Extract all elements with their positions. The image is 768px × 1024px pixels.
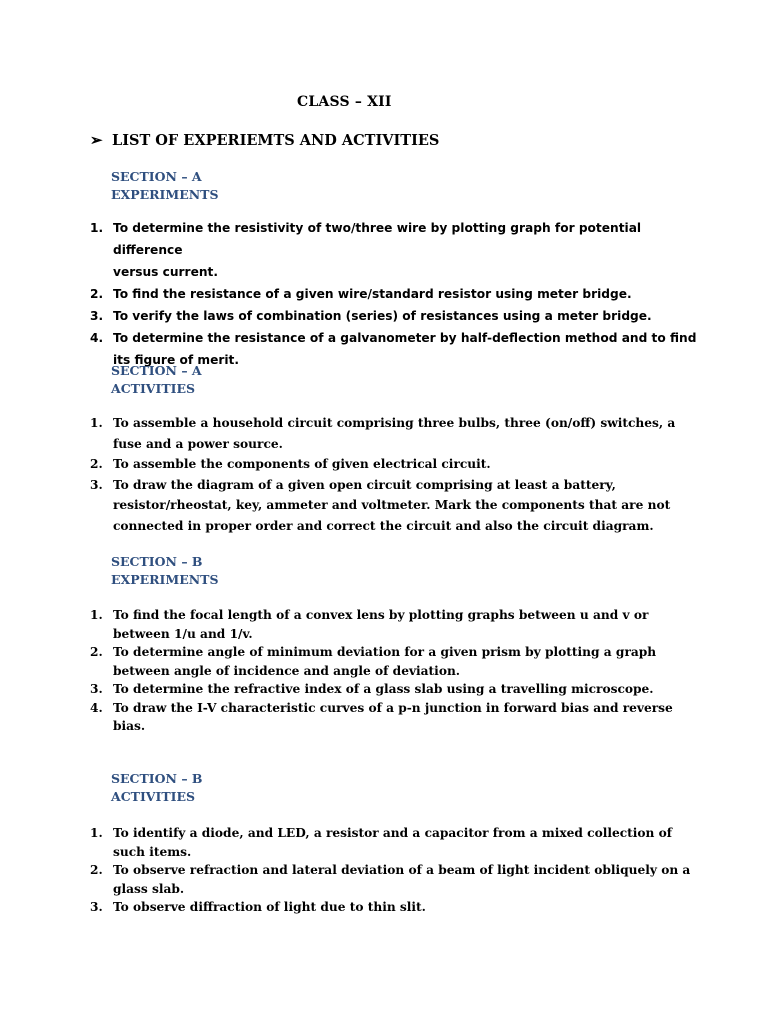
item-line: To determine the refractive index of a glass slab using a travelling microscope. bbox=[113, 682, 654, 696]
item-line: To observe diffraction of light due to thin slit. bbox=[113, 900, 426, 914]
section-heading: SECTION – A bbox=[111, 169, 202, 184]
section-b-experiments-list bbox=[90, 606, 710, 736]
item-line: To assemble a household circuit comprising three bulbs, three (on/off) switches, a bbox=[113, 416, 676, 430]
list-item bbox=[90, 861, 710, 898]
item-line: To draw the diagram of a given open circuit comprising at least a battery, bbox=[113, 477, 616, 492]
item-line: resistor/rheostat, key, ammeter and voltmeter. Mark the components that are not bbox=[113, 498, 671, 512]
item-number: 3. bbox=[90, 900, 103, 914]
section-a-experiments-label bbox=[111, 168, 219, 204]
item-line: To draw the I-V characteristic curves of a p-n junction in forward bias and reverse bbox=[113, 700, 673, 715]
item-number: 3. bbox=[90, 309, 104, 323]
item-number: 4. bbox=[90, 700, 103, 715]
section-b-activities-label bbox=[111, 770, 203, 806]
section-subheading: EXPERIMENTS bbox=[111, 187, 219, 202]
item-line: versus current. bbox=[113, 265, 218, 279]
section-a-experiments-list bbox=[90, 217, 710, 371]
list-item bbox=[90, 898, 710, 917]
list-item bbox=[90, 680, 710, 699]
list-item bbox=[90, 643, 710, 680]
item-line: its figure of merit. bbox=[113, 353, 239, 367]
item-line: such items. bbox=[113, 844, 192, 859]
section-subheading: ACTIVITIES bbox=[111, 381, 196, 396]
list-item bbox=[90, 413, 710, 454]
item-line: fuse and a power source. bbox=[113, 436, 283, 451]
item-line: To assemble the components of given electrical circuit. bbox=[113, 457, 491, 471]
item-number: 1. bbox=[90, 826, 103, 840]
item-line: bias. bbox=[113, 719, 146, 733]
list-item bbox=[90, 217, 710, 283]
section-heading: SECTION – B bbox=[111, 554, 203, 569]
list-item bbox=[90, 699, 710, 736]
item-line: To observe refraction and lateral deviation of a beam of light incident obliquely on a bbox=[113, 863, 691, 877]
item-number: 3. bbox=[90, 682, 103, 696]
section-heading: SECTION – B bbox=[111, 771, 203, 786]
section-subheading: ACTIVITIES bbox=[111, 789, 196, 804]
arrow-bullet-icon: ➢ bbox=[90, 131, 103, 149]
item-number: 2. bbox=[90, 645, 103, 659]
list-heading-text: LIST OF EXPERIEMTS AND ACTIVITIES bbox=[112, 132, 440, 149]
list-item bbox=[90, 454, 710, 475]
section-heading: SECTION – A bbox=[111, 363, 202, 378]
item-line: between 1/u and 1/v. bbox=[113, 626, 253, 641]
item-line: To identify a diode, and LED, a resistor and a capacitor from a mixed collection of bbox=[113, 826, 673, 840]
list-item bbox=[90, 824, 710, 861]
item-line: glass slab. bbox=[113, 881, 185, 896]
list-heading bbox=[90, 131, 439, 149]
section-b-activities-list bbox=[90, 824, 710, 917]
section-subheading: EXPERIMENTS bbox=[111, 572, 219, 587]
section-a-activities-label bbox=[111, 362, 202, 398]
item-line: To determine angle of minimum deviation for a given prism by plotting a graph bbox=[113, 645, 657, 659]
item-number: 2. bbox=[90, 457, 103, 471]
item-line: To find the focal length of a convex lens by plotting graphs between u and v or bbox=[113, 608, 649, 622]
item-line: To determine the resistivity of two/three wire by plotting graph for potential difference bbox=[113, 221, 642, 257]
section-a-activities-list bbox=[90, 413, 710, 536]
section-b-experiments-label bbox=[111, 553, 219, 589]
item-line: To find the resistance of a given wire/standard resistor using meter bridge. bbox=[113, 287, 632, 301]
list-item bbox=[90, 283, 710, 305]
item-number: 2. bbox=[90, 863, 103, 877]
item-line: connected in proper order and correct the circuit and also the circuit diagram. bbox=[113, 518, 654, 533]
item-number: 3. bbox=[90, 477, 103, 492]
item-number: 1. bbox=[90, 416, 103, 430]
item-number: 4. bbox=[90, 331, 104, 345]
item-number: 2. bbox=[90, 287, 104, 301]
item-line: To determine the resistance of a galvanometer by half-deflection method and to find bbox=[113, 331, 697, 345]
page-title: CLASS – XII bbox=[297, 94, 392, 110]
list-item bbox=[90, 475, 710, 537]
item-line: To verify the laws of combination (series) of resistances using a meter bridge. bbox=[113, 309, 652, 323]
list-item bbox=[90, 606, 710, 643]
item-number: 1. bbox=[90, 608, 103, 622]
item-number: 1. bbox=[90, 221, 104, 235]
item-line: between angle of incidence and angle of deviation. bbox=[113, 663, 461, 678]
list-item bbox=[90, 305, 710, 327]
